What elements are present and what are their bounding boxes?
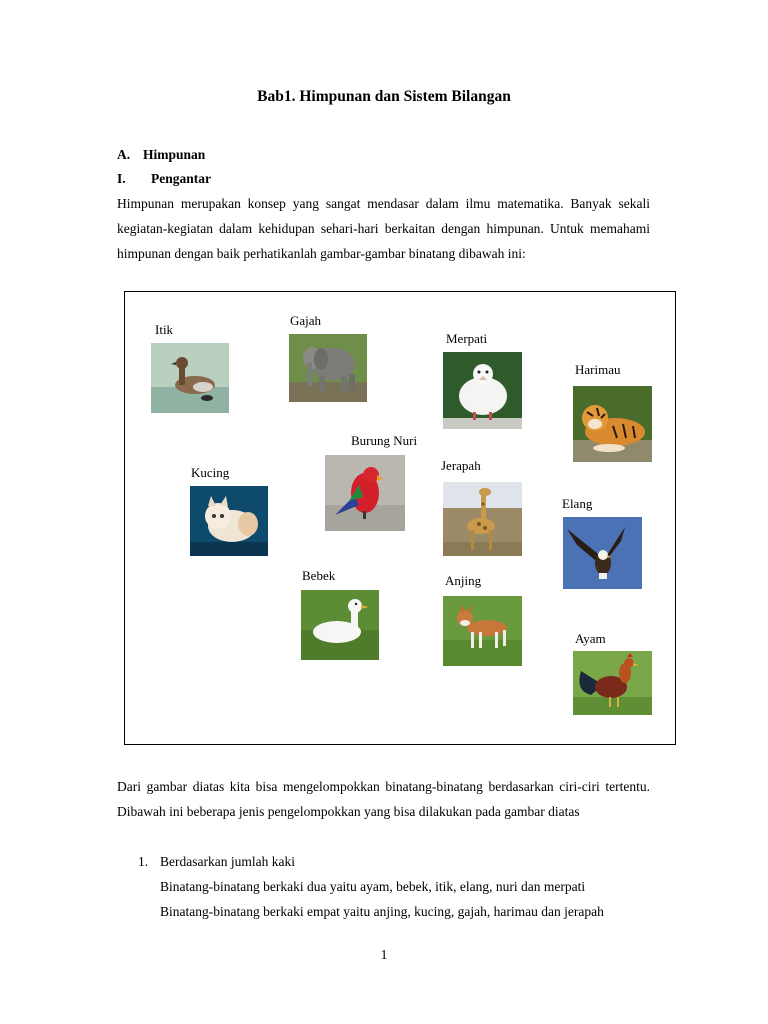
subsection-label: Pengantar — [151, 171, 211, 186]
animal-label-burung-nuri: Burung Nuri — [351, 433, 418, 448]
page-number: 1 — [380, 947, 388, 962]
animal-label-gajah: Gajah — [290, 313, 322, 328]
chapter-title: Bab1. Himpunan dan Sistem Bilangan — [257, 88, 511, 105]
animal-label-bebek: Bebek — [302, 568, 336, 583]
animal-label-harimau: Harimau — [575, 362, 621, 377]
subsection-heading-i — [117, 171, 211, 187]
subsection-number: I. — [117, 171, 126, 186]
white-duck-photo-icon — [301, 590, 379, 660]
eagle-photo-icon — [563, 517, 642, 589]
section-label: Himpunan — [143, 147, 206, 162]
section-number: A. — [117, 147, 131, 162]
tiger-photo-icon — [573, 386, 652, 462]
animal-label-itik: Itik — [155, 322, 174, 337]
animal-figure-box — [124, 291, 676, 745]
dove-photo-icon — [443, 352, 522, 429]
list-subitem: Binatang-binatang berkaki dua yaitu ayam, bebek, itik, elang, nuri dan merpati — [160, 879, 586, 894]
animal-label-ayam: Ayam — [575, 631, 606, 646]
giraffe-photo-icon — [443, 482, 522, 556]
list-item-number: 1. — [138, 854, 149, 869]
elephant-photo-icon — [289, 334, 367, 402]
list-item-label: Berdasarkan jumlah kaki — [160, 854, 295, 869]
cat-photo-icon — [190, 486, 268, 556]
intro-paragraph: Himpunan merupakan konsep yang sangat mendasar dalam ilmu matematika. Banyak sekali kegiatan-kegiatan dalam kehidupan sehari-hari berkaitan dengan himpunan. Untuk memahami himpunan dengan baik perhatikanlah gambar-gambar binatang dibawah ini: — [117, 196, 650, 261]
animal-label-elang: Elang — [562, 496, 593, 511]
duck-photo-icon — [151, 343, 229, 413]
grouping-paragraph: Dari gambar diatas kita bisa mengelompokkan binatang-binatang berdasarkan ciri-ciri tertentu. Dibawah ini beberapa jenis pengelompokkan yang bisa dilakukan pada gambar diatas — [117, 779, 650, 819]
section-heading-a — [117, 147, 205, 163]
dog-photo-icon — [443, 596, 522, 666]
list-subitem: Binatang-binatang berkaki empat yaitu anjing, kucing, gajah, harimau dan jerapah — [160, 904, 604, 919]
animal-label-merpati: Merpati — [446, 331, 488, 346]
animal-label-anjing: Anjing — [445, 573, 482, 588]
animal-label-jerapah: Jerapah — [441, 458, 481, 473]
parrot-photo-icon — [325, 455, 405, 531]
animal-label-kucing: Kucing — [191, 465, 230, 480]
rooster-photo-icon — [573, 651, 652, 715]
